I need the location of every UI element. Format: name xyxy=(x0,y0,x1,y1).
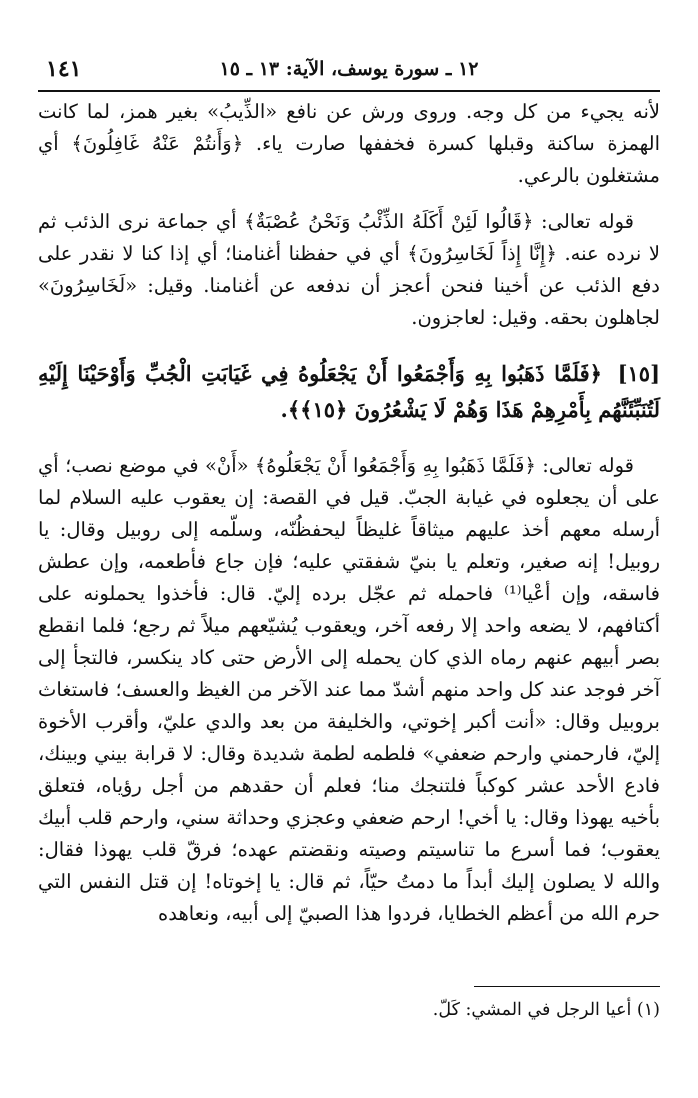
verse-number: [١٥] xyxy=(617,361,660,386)
page-header xyxy=(38,56,660,92)
page-number: ١٤١ xyxy=(46,56,82,82)
paragraph-3: قوله تعالى: ﴿فَلَمَّا ذَهَبُوا بِهِ وَأَجْمَعُوا أَنْ يَجْعَلُوهُ﴾ «أَنْ» في موضع نصب؛ أي على أن يجعلوه في غيابة الجبّ. قيل في القصة: إن يعقوب عليه السلام لما أرسله معهم أخذ عليهم ميثاقاً غليظاً ليحفظُنّه، وسلّمه إلى روبيل وقال: يا روبيل! إنه صغير، وتعلم يا بنيّ شفقتي عليه؛ فإن جاع فأطعمه، وإن عطش فاسقه، وإن أعْيا⁽¹⁾ فاحمله ثم عجّل برده إليّ. قال: فأخذوا يحملونه على أكتافهم، لا يضعه واحد إلا رفعه آخر، ويعقوب يُشيّعهم ميلاً ثم رجع؛ فلما انقطع بصر أبيهم عنهم رماه الذي كان يحمله إلى الأرض حتى كاد ينكسر، فالتجأ إلى آخر فوجد عند كل واحد منهم أشدّ مما عند الآخر من الغيظ والعسف؛ فاستغاث بروبيل وقال: «أنت أكبر إخوتي، والخليفة من بعد والدي عليّ، وأقرب الأخوة إليّ، فارحمني وارحم ضعفي» فلطمه لطمة شديدة وقال: لا قرابة بيني وبينك، فادع الأحد عشر كوكباً فلتنجك منا؛ فعلم أن حقدهم من أجل رؤياه، فتعلق بأخيه يهوذا وقال: يا أخي! ارحم ضعفي وعجزي وحداثة سني، وارحم قلب أبيك يعقوب؛ فما أسرع ما تناسيتم وصيته ونقضتم عهده؛ فرقّ قلب يهوذا فقال: والله لا يصلون إليك أبداً ما دمتُ حيّاً، ثم قال: يا إخوتاه! إن قتل النفس التي حرم الله من أعظم الخطايا، فردوا هذا الصبيّ إلى أبيه، ونعاهده xyxy=(38,454,660,925)
footnote-divider xyxy=(474,986,660,987)
paragraph-2: قوله تعالى: ﴿قَالُوا لَئِنْ أَكَلَهُ الذِّئْبُ وَنَحْنُ عُصْبَةٌ﴾ أي جماعة نرى الذئب ثم لا نرده عنه. ﴿إِنَّا إِذاً لَخَاسِرُونَ﴾ أي في حفظنا أغنامنا؛ أي إذا كنا لا نقدر على دفع الذئب عن أخينا فنحن أعجز أن ندفعه عن أغنامنا. وقيل: «لَخَاسِرُونَ» لجاهلون بحقه. وقيل: لعاجزون. xyxy=(38,210,660,329)
verse-text: ﴿فَلَمَّا ذَهَبُوا بِهِ وَأَجْمَعُوا أَنْ يَجْعَلُوهُ فِي غَيَابَتِ الْجُبِّ وَأَوْحَيْنَا إِلَيْهِ لَتُنَبِّئَنَّهُم بِأَمْرِهِمْ هَذَا وَهُمْ لَا يَشْعُرُونَ ﴿١٥﴾﴾. xyxy=(38,361,660,422)
page-body xyxy=(38,96,660,930)
running-title: ١٢ ـ سورة يوسف، الآية: ١٣ ـ ١٥ xyxy=(219,58,479,80)
paragraph-1: لأنه يجيء من كل وجه. وروى ورش عن نافع «الذِّيبُ» بغير همز، لما كانت الهمزة ساكنة وقبلها كسرة فخففها صارت ياء. ﴿وَأَنتُمْ عَنْهُ غَافِلُونَ﴾ أي مشتغلون بالرعي. xyxy=(38,100,660,187)
verse-block xyxy=(38,356,660,428)
footnote: (١) أعيا الرجل في المشي: كَلّ. xyxy=(432,1000,660,1020)
